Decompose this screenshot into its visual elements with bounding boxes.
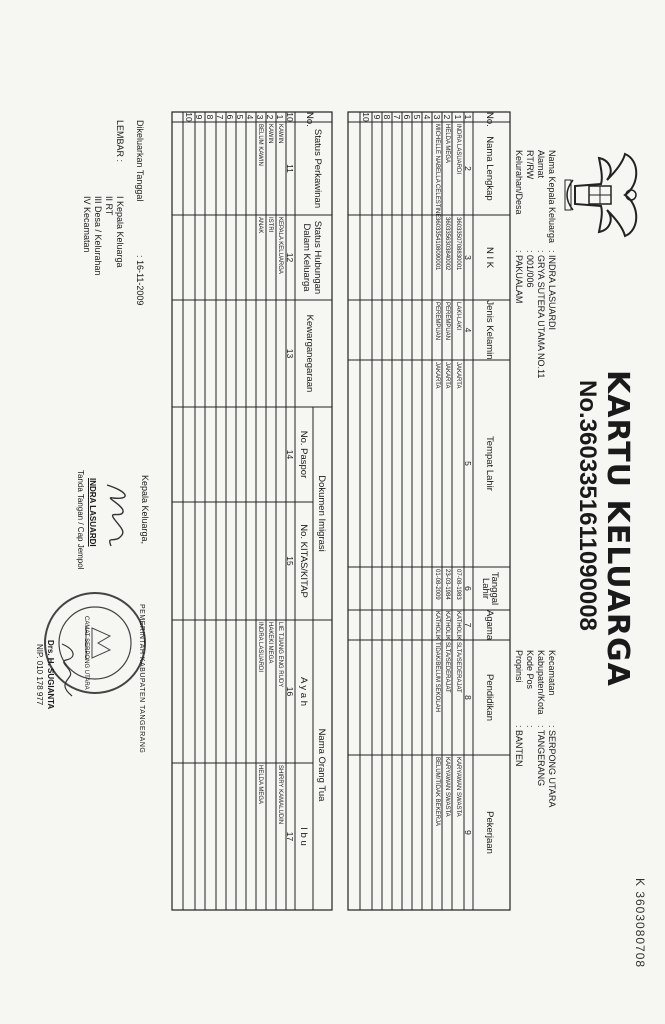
header-row: Kecamatan: SERPONG UTARA	[547, 650, 557, 808]
t1-colnum: 5	[463, 461, 473, 466]
t2-header-orangtua: Nama Orang Tua	[316, 728, 327, 802]
lembar-list	[81, 196, 125, 276]
lembar-item: III Desa / Kelurahan	[93, 196, 103, 276]
t1-row-no: 4	[422, 114, 432, 120]
t1-cell-jk: LAKI-LAKI	[455, 302, 461, 331]
t1-cell-pekerjaan: KARYAWAN SWASTA	[444, 757, 450, 817]
t2-header-no: No.	[304, 112, 315, 127]
t1-row-no: 9	[372, 114, 382, 120]
t1-cell-tempat: JAKARTA	[455, 362, 461, 389]
t1-header-jk: Jenis Kelamin	[484, 300, 495, 360]
t1-colnum: 1	[463, 114, 473, 120]
stamp-text: PEMERINTAH KABUPATEN TANGERANG	[138, 604, 145, 754]
lembar-item: I Kepala Keluarga	[115, 196, 125, 268]
t1-colnum: 6	[463, 586, 473, 591]
t2-row-no: 3	[255, 114, 265, 120]
t1-colnum: 2	[463, 166, 473, 171]
t1-header-nik: N I K	[484, 246, 495, 269]
t1-header-tgl: Tanggal Lahir	[480, 571, 500, 606]
header-row: Kode Pos:	[525, 650, 535, 728]
t1-cell-nik: 3603354108090001	[434, 217, 440, 271]
t1-cell-pendidikan: TIDAK/BELUM SEKOLAH	[434, 642, 440, 713]
t1-header-no: No.	[484, 112, 495, 127]
issue-date: : 16-11-2009	[135, 255, 145, 306]
t1-colnum: 8	[463, 695, 473, 700]
header-row: Kelurahan/Desa: PAKUALAM	[514, 150, 524, 304]
t1-cell-pendidikan: SLTA/SEDERAJAT	[444, 642, 450, 693]
t2-cell-ayah: LIE TJIANG ENG RUDY	[277, 622, 283, 688]
t2-row-no: 2	[265, 114, 275, 120]
t1-row-no: 10	[361, 112, 371, 122]
t2-row-no: 1	[275, 114, 285, 120]
t2-cell-hubungan: KEPALA KELUARGA	[277, 217, 283, 274]
header-row: RT/RW: 001/006	[525, 150, 535, 288]
lembar-item: IV Kecamatan	[82, 196, 92, 253]
issue-date-label: Dikeluarkan Tanggal	[135, 120, 145, 202]
t1-cell-tempat: JAKARTA	[434, 362, 440, 389]
t2-header-kitas: No. KITAS/KITAP	[298, 524, 309, 598]
t1-cell-nik: 3603350708830001	[455, 217, 461, 271]
t1-cell-tgl: 07-08-1983	[455, 569, 461, 600]
header-row: Alamat: GRYA SUTERA UTAMA NO.11	[536, 150, 546, 379]
t2-cell-hubungan: ISTRI	[267, 217, 273, 233]
t2-header-dokumen: Dokumen Imigrasi	[316, 475, 327, 552]
t2-header-ayah: A y a h	[298, 676, 309, 707]
t2-cell-hubungan: ANAK	[257, 217, 263, 234]
t1-cell-agama: KATHOLIK	[444, 611, 450, 641]
t1-cell-pendidikan: SLTA/SEDERAJAT	[455, 642, 461, 693]
t2-cell-ibu: HELDA MEGA	[257, 765, 263, 805]
t2-header-paspor: No. Paspor	[298, 430, 309, 479]
t1-cell-tgl: 23-03-1984	[444, 569, 450, 600]
t2-header-kewarganegaraan: Kewarganegaraan	[304, 314, 315, 393]
t1-cell-nama: MICHELLE NABELLA CELESTINE	[434, 124, 440, 218]
t2-colnum: 16	[285, 686, 295, 697]
t1-colnum: 3	[463, 255, 473, 260]
t1-cell-nama: INDRA LASUARDI	[455, 124, 461, 175]
t2-header-hubungan: Status Hubungan Dalam Keluarga	[301, 220, 323, 295]
kepala-keluarga-caption: Tanda Tangan / Cap Jempol	[76, 470, 85, 570]
camat-nip: NIP. 010 178 977	[35, 644, 44, 706]
t2-colnum: 12	[285, 252, 295, 263]
t2-cell-ayah: INDRA LASUARDI	[257, 622, 263, 673]
t1-row-no: 5	[412, 114, 422, 120]
t2-colnum: 15	[285, 556, 295, 566]
t1-colnum: 4	[463, 327, 473, 333]
camat-name: Drs. H. SUGIANTA	[46, 640, 55, 710]
camat-signature-icon	[55, 640, 80, 700]
lembar-item: II RT	[104, 196, 114, 216]
lembar-label: LEMBAR :	[115, 120, 125, 163]
t1-cell-jk: PEREMPUAN	[444, 302, 450, 341]
header-row: Nama Kepala Keluarga: INDRA LASUARDI	[547, 150, 557, 331]
t1-cell-tempat: JAKARTA	[444, 362, 450, 389]
t1-header-pendidikan: Pendidikan	[484, 673, 495, 721]
card-number: No.3603351611090008	[574, 380, 601, 631]
t2-row-no: 9	[194, 114, 204, 120]
kepala-keluarga-name: INDRA LASUARDI	[88, 478, 97, 547]
t2-colnum: 17	[285, 831, 295, 842]
t1-cell-pekerjaan: KARYAWAN SWASTA	[455, 757, 461, 817]
kepala-keluarga-label: Kepala Keluarga,	[140, 475, 150, 545]
t2-cell-status: KAWIN	[277, 124, 283, 144]
t2-row-no: 10	[184, 112, 194, 122]
t1-row-no: 3	[432, 114, 442, 120]
t2-row-no: 8	[205, 114, 215, 120]
t2-cell-status: BELUM KAWIN	[257, 124, 263, 166]
t1-row-no: 2	[442, 114, 452, 120]
t1-cell-jk: PEREMPUAN	[434, 302, 440, 341]
t1-cell-nama: HELDA MEGA	[444, 124, 450, 164]
t1-cell-tgl: 01-08-2009	[434, 569, 440, 600]
t1-header-pekerjaan: Pekerjaan	[484, 811, 495, 854]
t2-colnum: 10	[285, 112, 295, 122]
t1-colnum: 9	[463, 830, 473, 835]
t1-row-no: 1	[453, 114, 463, 120]
t2-header-ibu: I b u	[298, 827, 309, 846]
t2-colnum: 13	[285, 348, 295, 359]
t1-cell-agama: KATHOLIK	[455, 611, 461, 641]
header-row: Propinsi: BANTEN	[514, 650, 524, 767]
t2-cell-status: KAWIN	[267, 124, 273, 144]
t1-cell-nik: 3603356303840002	[444, 217, 450, 271]
t2-row-no: 5	[235, 114, 245, 120]
stamp-number: K 3603080708	[633, 878, 647, 969]
header-row: Kabupaten/Kota: TANGERANG	[536, 650, 546, 787]
t2-colnum: 14	[285, 449, 295, 460]
t1-cell-agama: KATHOLIK	[434, 611, 440, 641]
kepala-signature-icon	[97, 480, 137, 550]
t1-colnum: 7	[463, 622, 473, 628]
t1-row-no: 7	[392, 114, 402, 120]
camat-title: CAMAT SERPONG UTARA	[83, 616, 89, 690]
t2-row-no: 7	[215, 114, 225, 120]
t1-header-nama: Nama Lengkap	[484, 136, 495, 201]
t2-row-no: 4	[245, 114, 255, 120]
document-title: KARTU KELUARGA	[600, 370, 635, 687]
t1-row-no: 8	[382, 114, 392, 120]
t2-row-no: 6	[225, 114, 235, 120]
t2-header-status: Status Perkawinan	[312, 128, 323, 209]
t2-cell-ayah: HAKEKI MEGA	[267, 622, 273, 664]
t1-header-agama: Agama	[484, 610, 495, 641]
t1-cell-pekerjaan: BELUM/TIDAK BEKERJA	[434, 757, 440, 827]
t2-cell-ibu: SHIRRY KAMALUDIN	[277, 765, 283, 825]
t2-colnum: 11	[285, 164, 295, 173]
t1-header-tempat: Tempat Lahir	[484, 436, 495, 491]
t1-row-no: 6	[402, 114, 412, 120]
